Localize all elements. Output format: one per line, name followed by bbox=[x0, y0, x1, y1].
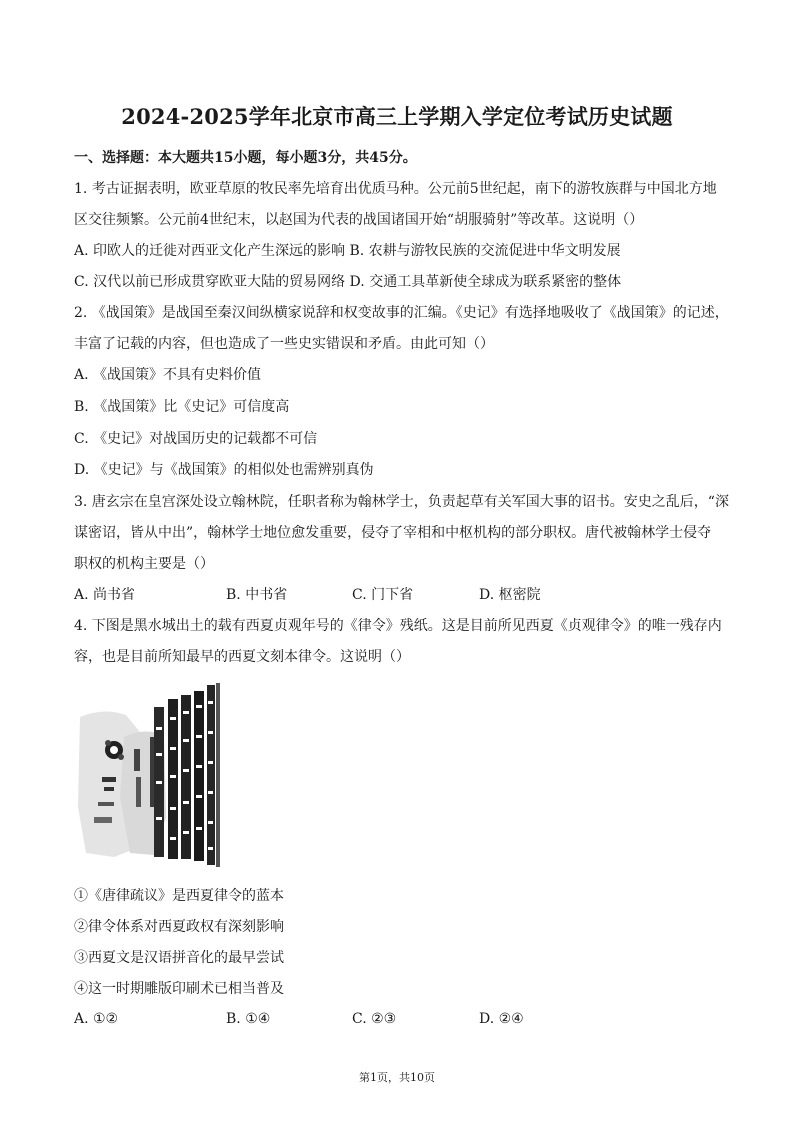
q3-stem-line-3: 职权的机构主要是（） bbox=[74, 556, 214, 572]
q2-stem-line-1: 2. 《战国策》是战国至秦汉间纵横家说辞和权变故事的汇编。《史记》有选择地吸收了《战国策》的记述， bbox=[74, 305, 729, 321]
q4-option-d: D. ②④ bbox=[479, 1011, 524, 1027]
q3-stem-line-1: 3. 唐玄宗在皇宫深处设立翰林院，任职者称为翰林学士，负责起草有关军国大事的诏书。安史之乱后，“深 bbox=[74, 494, 729, 510]
q4-option-c: C. ②③ bbox=[352, 1011, 397, 1027]
q1-stem-line-1: 1. 考古证据表明，欧亚草原的牧民率先培育出优质马种。公元前5世纪起，南下的游牧族群与中国北方地 bbox=[74, 181, 717, 197]
q2-option-c: C. 《史记》对战国历史的记载都不可信 bbox=[74, 431, 318, 447]
q2-stem-line-2: 丰富了记载的内容，但也造成了一些史实错误和矛盾。由此可知（） bbox=[74, 336, 494, 352]
q1-options-line-2: C. 汉代以前已形成贯穿欧亚大陆的贸易网络 D. 交通工具革新使全球成为联系紧密的整体 bbox=[74, 274, 622, 290]
q4-statement-4: ④这一时期雕版印刷术已相当普及 bbox=[74, 981, 284, 997]
q2-option-d: D. 《史记》与《战国策》的相似处也需辨别真伪 bbox=[74, 462, 374, 478]
q4-statement-3: ③西夏文是汉语拼音化的最早尝试 bbox=[74, 950, 284, 966]
q1-stem-line-2: 区交往频繁。公元前4世纪末，以赵国为代表的战国诸国开始“胡服骑射”等改革。这说明（） bbox=[74, 212, 644, 228]
q3-option-a: A. 尚书省 bbox=[74, 587, 136, 603]
q4-statement-2: ②律令体系对西夏政权有深刻影响 bbox=[74, 919, 284, 935]
xixia-law-fragment-image bbox=[74, 677, 224, 867]
page-number-footer: 第1页，共10页 bbox=[359, 1071, 435, 1084]
q4-option-a: A. ①② bbox=[74, 1011, 119, 1027]
q4-stem-line-2: 容，也是目前所知最早的西夏文刻本律令。这说明（） bbox=[74, 649, 410, 665]
section-heading: 一、选择题：本大题共15小题，每小题3分，共45分。 bbox=[74, 150, 417, 166]
q3-option-c: C. 门下省 bbox=[352, 587, 414, 603]
q3-option-d: D. 枢密院 bbox=[479, 587, 541, 603]
q1-options-line-1: A. 印欧人的迁徙对西亚文化产生深远的影响 B. 农耕与游牧民族的交流促进中华文明发展 bbox=[74, 243, 621, 259]
q3-option-b: B. 中书省 bbox=[226, 587, 288, 603]
q3-stem-line-2: 谋密诏，皆从中出”，翰林学士地位愈发重要，侵夺了宰相和中枢机构的部分职权。唐代被翰林学士侵夺 bbox=[74, 525, 712, 541]
page-title: 2024-2025学年北京市高三上学期入学定位考试历史试题 bbox=[121, 104, 673, 129]
q4-statement-1: ①《唐律疏议》是西夏律令的蓝本 bbox=[74, 888, 284, 904]
q2-option-b: B. 《战国策》比《史记》可信度高 bbox=[74, 399, 290, 415]
q4-option-b: B. ①④ bbox=[226, 1011, 271, 1027]
q2-option-a: A. 《战国策》不具有史料价值 bbox=[74, 367, 262, 383]
q4-stem-line-1: 4. 下图是黑水城出土的载有西夏贞观年号的《律令》残纸。这是目前所见西夏《贞观律令》的唯一残存内 bbox=[74, 618, 722, 634]
